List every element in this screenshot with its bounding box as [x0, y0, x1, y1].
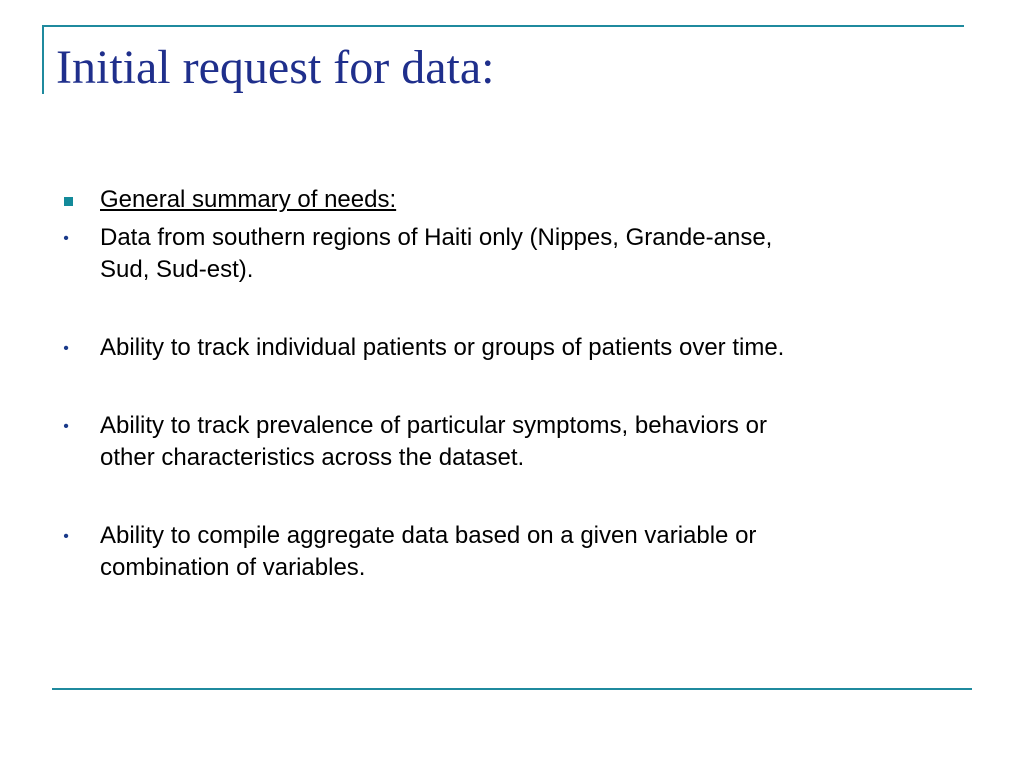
- bullet-text-line: Sud, Sud-est).: [100, 256, 254, 283]
- bullet-item-aggregate-data: [60, 520, 960, 584]
- dot-bullet-icon: •: [63, 340, 69, 357]
- slide-title: Initial request for data:: [56, 41, 495, 94]
- title-frame-left-line: [42, 26, 44, 94]
- bullet-item-regions: [60, 222, 960, 286]
- dot-bullet-icon: •: [63, 230, 69, 247]
- bullet-text-line: Ability to track prevalence of particular symptoms, behaviors or: [100, 412, 767, 439]
- summary-heading: General summary of needs:: [100, 186, 397, 213]
- slide-body-list: [60, 184, 960, 584]
- bullet-text-line: Ability to compile aggregate data based on a given variable or: [100, 522, 757, 549]
- square-bullet-icon: [64, 197, 73, 206]
- bullet-item-track-prevalence: [60, 410, 960, 474]
- bullet-item-track-patients: [60, 332, 960, 364]
- title-frame-top-line: [42, 25, 964, 27]
- dot-bullet-icon: •: [63, 418, 69, 435]
- footer-divider-line: [52, 688, 972, 690]
- summary-heading-item: [60, 184, 960, 216]
- bullet-text-line: Data from southern regions of Haiti only (Nippes, Grande-anse,: [100, 224, 773, 251]
- bullet-text-line: Ability to track individual patients or groups of patients over time.: [100, 334, 785, 361]
- bullet-text-line: combination of variables.: [100, 554, 366, 581]
- dot-bullet-icon: •: [63, 528, 69, 545]
- bullet-text-line: other characteristics across the dataset.: [100, 444, 525, 471]
